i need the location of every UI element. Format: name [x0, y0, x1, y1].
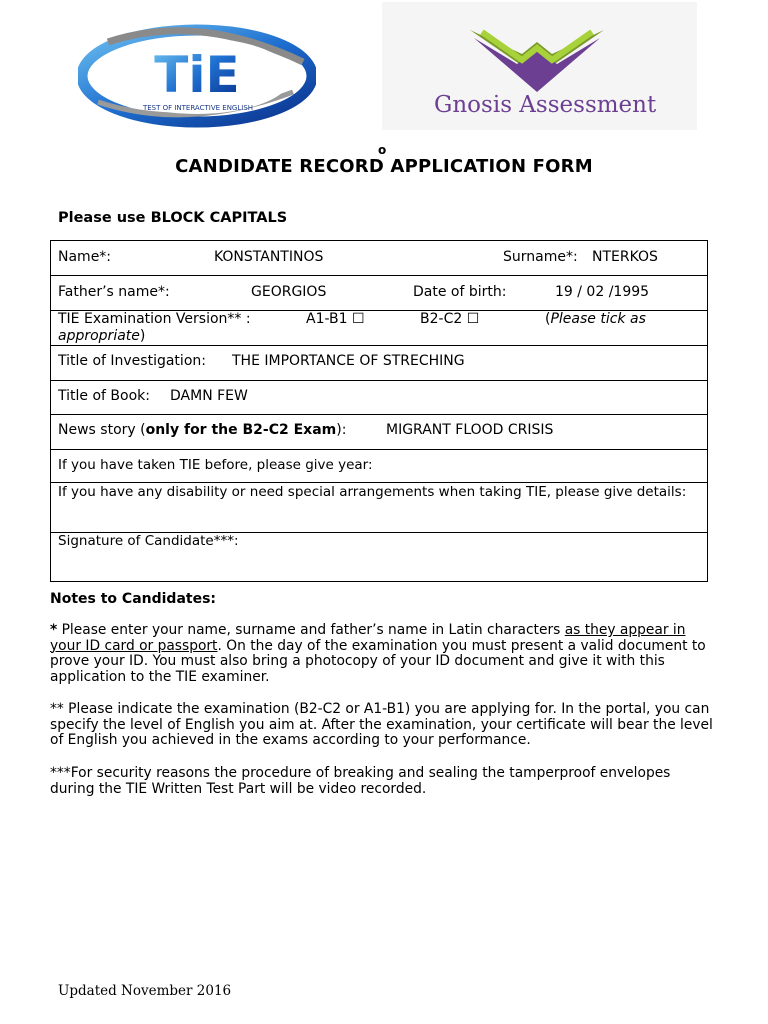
news-label-post: ): — [336, 422, 347, 438]
notes-heading: Notes to Candidates: — [50, 591, 217, 607]
gnosis-logo — [382, 2, 697, 130]
news-value[interactable]: MIGRANT FLOOD CRISIS — [386, 422, 554, 438]
note-2: ** Please indicate the examination (B2-C2 or A1-B1) you are applying for. In the portal, you can specify the level of English you aim at. After the examination, your certificate will bear the level of English you achieved in the exams according to your performance. — [50, 701, 713, 749]
signature-row — [51, 533, 707, 581]
book-row — [51, 381, 707, 415]
name-row — [51, 241, 707, 276]
version-note: Please tick as appropriate — [58, 311, 646, 344]
investigation-value[interactable]: THE IMPORTANCE OF STRECHING — [232, 353, 465, 369]
surname-label: Surname*: — [503, 249, 578, 265]
instruction-text: Please use BLOCK CAPITALS — [58, 210, 288, 226]
version-row — [51, 311, 707, 346]
note-1-underlined: as they appear in your ID card or passport — [50, 622, 686, 654]
book-label: Title of Book: — [58, 388, 150, 404]
tie-logo-text: TiE — [154, 46, 240, 104]
version-note-open: ( — [545, 311, 551, 327]
dob-value[interactable]: 19 / 02 /1995 — [555, 284, 650, 300]
news-label-pre: News story ( — [58, 422, 146, 438]
news-label-bold: only for the B2-C2 Exam — [145, 422, 337, 438]
news-row — [51, 415, 707, 450]
candidate-form — [50, 240, 708, 582]
tie-logo-graphic — [78, 22, 316, 130]
dob-label: Date of birth: — [413, 284, 507, 300]
tie-logo-tagline: TEST OF INTERACTIVE ENGLISH — [142, 104, 254, 112]
version-a1b1-checkbox[interactable]: A1-B1 ☐ — [306, 311, 365, 327]
investigation-label: Title of Investigation: — [58, 353, 206, 369]
version-note-close: ) — [139, 328, 146, 344]
father-name-value[interactable]: GEORGIOS — [251, 284, 327, 300]
note-1 — [50, 623, 715, 685]
name-value[interactable]: KONSTANTINOS — [214, 249, 324, 265]
note-1-pre: Please enter your name, surname and father’s name in Latin characters — [57, 622, 565, 638]
note-3: ***For security reasons the procedure of breaking and sealing the tamperproof envelopes during the TIE Written Test Part will be video recorded. — [50, 765, 671, 797]
gnosis-logo-text: Gnosis Assessment — [434, 92, 657, 118]
investigation-row — [51, 346, 707, 381]
taken-before-row — [51, 450, 707, 483]
note-1-star: * — [50, 622, 58, 638]
taken-before-label[interactable]: If you have taken TIE before, please give year: — [58, 457, 373, 473]
note-1-post: . On the day of the examination you must present a valid document to prove your ID. You must also bring a photocopy of your ID document and give it with this application to the TIE examiner. — [50, 637, 706, 685]
surname-value[interactable]: NTERKOS — [592, 249, 658, 265]
degree-mark: o — [378, 143, 387, 157]
disability-label[interactable]: If you have any disability or need special arrangements when taking TIE, please give details: — [58, 484, 687, 500]
father-row — [51, 276, 707, 311]
father-name-label: Father’s name*: — [58, 284, 170, 300]
name-label: Name*: — [58, 249, 112, 265]
version-note-line1 — [58, 311, 698, 345]
signature-label[interactable]: Signature of Candidate***: — [58, 533, 239, 549]
news-label — [58, 422, 346, 439]
footer-updated: Updated November 2016 — [58, 983, 232, 999]
version-label: TIE Examination Version** : — [58, 311, 251, 327]
gnosis-wings-icon — [382, 2, 697, 97]
version-b2c2-checkbox[interactable]: B2-C2 ☐ — [420, 311, 480, 327]
disability-row — [51, 483, 707, 533]
book-value[interactable]: DAMN FEW — [170, 388, 248, 404]
page-title: CANDIDATE RECORD APPLICATION FORM — [175, 156, 593, 177]
tie-logo — [78, 22, 316, 130]
